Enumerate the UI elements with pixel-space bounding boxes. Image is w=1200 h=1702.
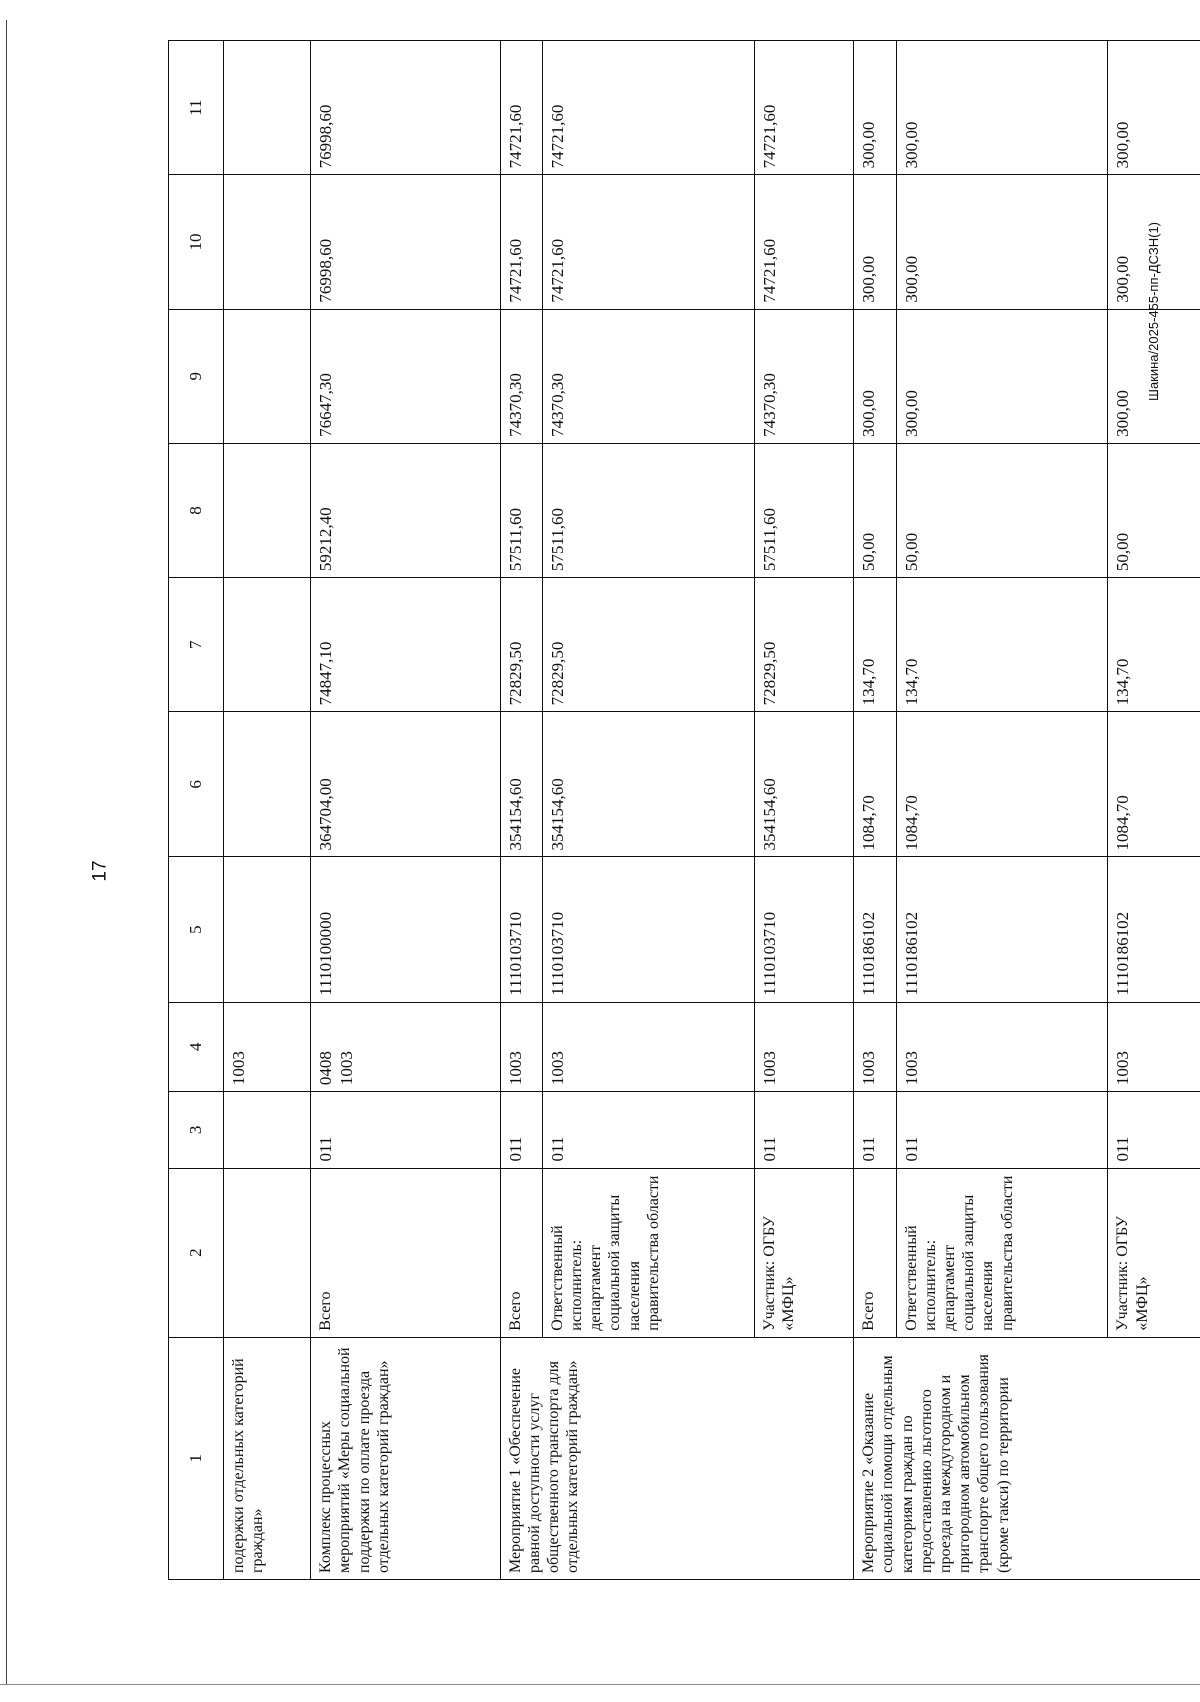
column-header: 7 xyxy=(169,578,224,712)
table-row xyxy=(500,41,542,1580)
table-cell: 57511,60 xyxy=(500,443,542,577)
table-cell: 76998,60 xyxy=(311,175,500,309)
table-cell: 364704,00 xyxy=(311,712,500,857)
table-cell xyxy=(224,1092,311,1168)
table-cell: 57511,60 xyxy=(542,443,754,577)
table-cell: 74370,30 xyxy=(542,309,754,443)
column-header: 11 xyxy=(169,41,224,175)
table-cell: 74721,60 xyxy=(542,41,754,175)
table-cell: 1003 xyxy=(896,1002,1108,1092)
table-cell: 76647,30 xyxy=(311,309,500,443)
table-cell: Мероприятие 1 «Обеспечение равной доступности услуг общественного транспорта для отдельных категорий граждан» xyxy=(500,1337,854,1579)
table-cell: 134,70 xyxy=(1108,578,1200,712)
table-header-row xyxy=(169,41,224,1580)
column-header: 4 xyxy=(169,1002,224,1092)
table-cell: 1003 xyxy=(1108,1002,1200,1092)
table-cell: 0408 1003 xyxy=(311,1002,500,1092)
table-cell: 1003 xyxy=(542,1002,754,1092)
table-cell: 74847,10 xyxy=(311,578,500,712)
rotated-table-container xyxy=(168,40,1200,1580)
table-cell xyxy=(224,1168,311,1337)
table-cell: 1110100000 xyxy=(311,857,500,1002)
table-cell: Всего xyxy=(854,1168,896,1337)
table-cell: 300,00 xyxy=(896,309,1108,443)
table-cell xyxy=(224,443,311,577)
table-cell: 1110103710 xyxy=(754,857,854,1002)
table-cell: 1110103710 xyxy=(500,857,542,1002)
table-cell: 300,00 xyxy=(854,309,896,443)
table-cell: 300,00 xyxy=(854,41,896,175)
table-cell: 011 xyxy=(754,1092,854,1168)
table-cell: 011 xyxy=(1108,1092,1200,1168)
table-cell: 300,00 xyxy=(1108,175,1200,309)
table-cell: 59212,40 xyxy=(311,443,500,577)
table-row xyxy=(224,41,311,1580)
table-cell: 1110186102 xyxy=(854,857,896,1002)
page-number: 17 xyxy=(89,860,111,882)
table-cell: 72829,50 xyxy=(500,578,542,712)
table-cell: 011 xyxy=(311,1092,500,1168)
table-cell: 354154,60 xyxy=(754,712,854,857)
table-cell: 57511,60 xyxy=(754,443,854,577)
table-cell: 1110186102 xyxy=(896,857,1108,1002)
document-code-text: Шакина/2025-455-пп-ДСЗН(1) xyxy=(1146,222,1161,401)
table-cell: Всего xyxy=(311,1168,500,1337)
column-header: 3 xyxy=(169,1092,224,1168)
column-header: 5 xyxy=(169,857,224,1002)
table-cell: 134,70 xyxy=(854,578,896,712)
table-cell: Комплекс процессных мероприятий «Меры социальной поддержки по оплате проезда отдельных категорий граждан» xyxy=(311,1337,500,1579)
left-margin-line xyxy=(6,20,7,1685)
table-cell: 300,00 xyxy=(896,175,1108,309)
table-cell: 74721,60 xyxy=(754,41,854,175)
table-cell: 1003 xyxy=(500,1002,542,1092)
table-cell xyxy=(224,578,311,712)
table-cell: 011 xyxy=(854,1092,896,1168)
table-cell: 50,00 xyxy=(854,443,896,577)
table-cell: Участник: ОГБУ «МФЦ» xyxy=(1108,1168,1200,1337)
table-cell: 72829,50 xyxy=(754,578,854,712)
table-cell: 74370,30 xyxy=(754,309,854,443)
table-cell: 74721,60 xyxy=(500,41,542,175)
column-header: 2 xyxy=(169,1168,224,1337)
table-row xyxy=(854,41,896,1580)
table-cell: 011 xyxy=(500,1092,542,1168)
table-cell: подержки отдельных категорий граждан» xyxy=(224,1337,311,1579)
bottom-scan-line xyxy=(0,1684,1200,1685)
column-header: 9 xyxy=(169,309,224,443)
table-cell xyxy=(224,175,311,309)
table-cell: 50,00 xyxy=(896,443,1108,577)
table-cell: Мероприятие 2 «Оказание социальной помощи отдельным категориям граждан по предоставлению льготного проезда на междугородном и пригородном автомобильном транспорте общего пользования (кроме такси) по территории xyxy=(854,1337,1200,1579)
column-header: 8 xyxy=(169,443,224,577)
table-cell: Всего xyxy=(500,1168,542,1337)
table-cell: 72829,50 xyxy=(542,578,754,712)
table-cell: Участник: ОГБУ «МФЦ» xyxy=(754,1168,854,1337)
table-cell: 134,70 xyxy=(896,578,1108,712)
column-header: 1 xyxy=(169,1337,224,1579)
table-cell: 74721,60 xyxy=(754,175,854,309)
table-cell: 1084,70 xyxy=(1108,712,1200,857)
table-cell: Ответственный исполнитель: департамент социальной защиты населения правительства области xyxy=(896,1168,1108,1337)
table-cell: 354154,60 xyxy=(500,712,542,857)
table-cell xyxy=(224,857,311,1002)
table-cell: 300,00 xyxy=(1108,41,1200,175)
table-cell xyxy=(224,712,311,857)
table-cell: 011 xyxy=(896,1092,1108,1168)
table-cell: 1003 xyxy=(754,1002,854,1092)
table-cell: 011 xyxy=(542,1092,754,1168)
table-cell: 1110103710 xyxy=(542,857,754,1002)
table-cell: 300,00 xyxy=(1108,309,1200,443)
table-cell: 1084,70 xyxy=(854,712,896,857)
budget-table xyxy=(168,40,1200,1580)
table-cell: 1003 xyxy=(224,1002,311,1092)
table-cell: 300,00 xyxy=(854,175,896,309)
table-cell: 74721,60 xyxy=(500,175,542,309)
table-cell: 50,00 xyxy=(1108,443,1200,577)
table-cell xyxy=(224,309,311,443)
table-cell xyxy=(224,41,311,175)
table-cell: 1110186102 xyxy=(1108,857,1200,1002)
table-cell: 1084,70 xyxy=(896,712,1108,857)
column-header: 10 xyxy=(169,175,224,309)
table-cell: Ответственный исполнитель: департамент социальной защиты населения правительства области xyxy=(542,1168,754,1337)
table-cell: 1003 xyxy=(854,1002,896,1092)
table-row xyxy=(311,41,500,1580)
column-header: 6 xyxy=(169,712,224,857)
table-cell: 76998,60 xyxy=(311,41,500,175)
table-cell: 300,00 xyxy=(896,41,1108,175)
table-cell: 74370,30 xyxy=(500,309,542,443)
table-cell: 354154,60 xyxy=(542,712,754,857)
table-cell: 74721,60 xyxy=(542,175,754,309)
